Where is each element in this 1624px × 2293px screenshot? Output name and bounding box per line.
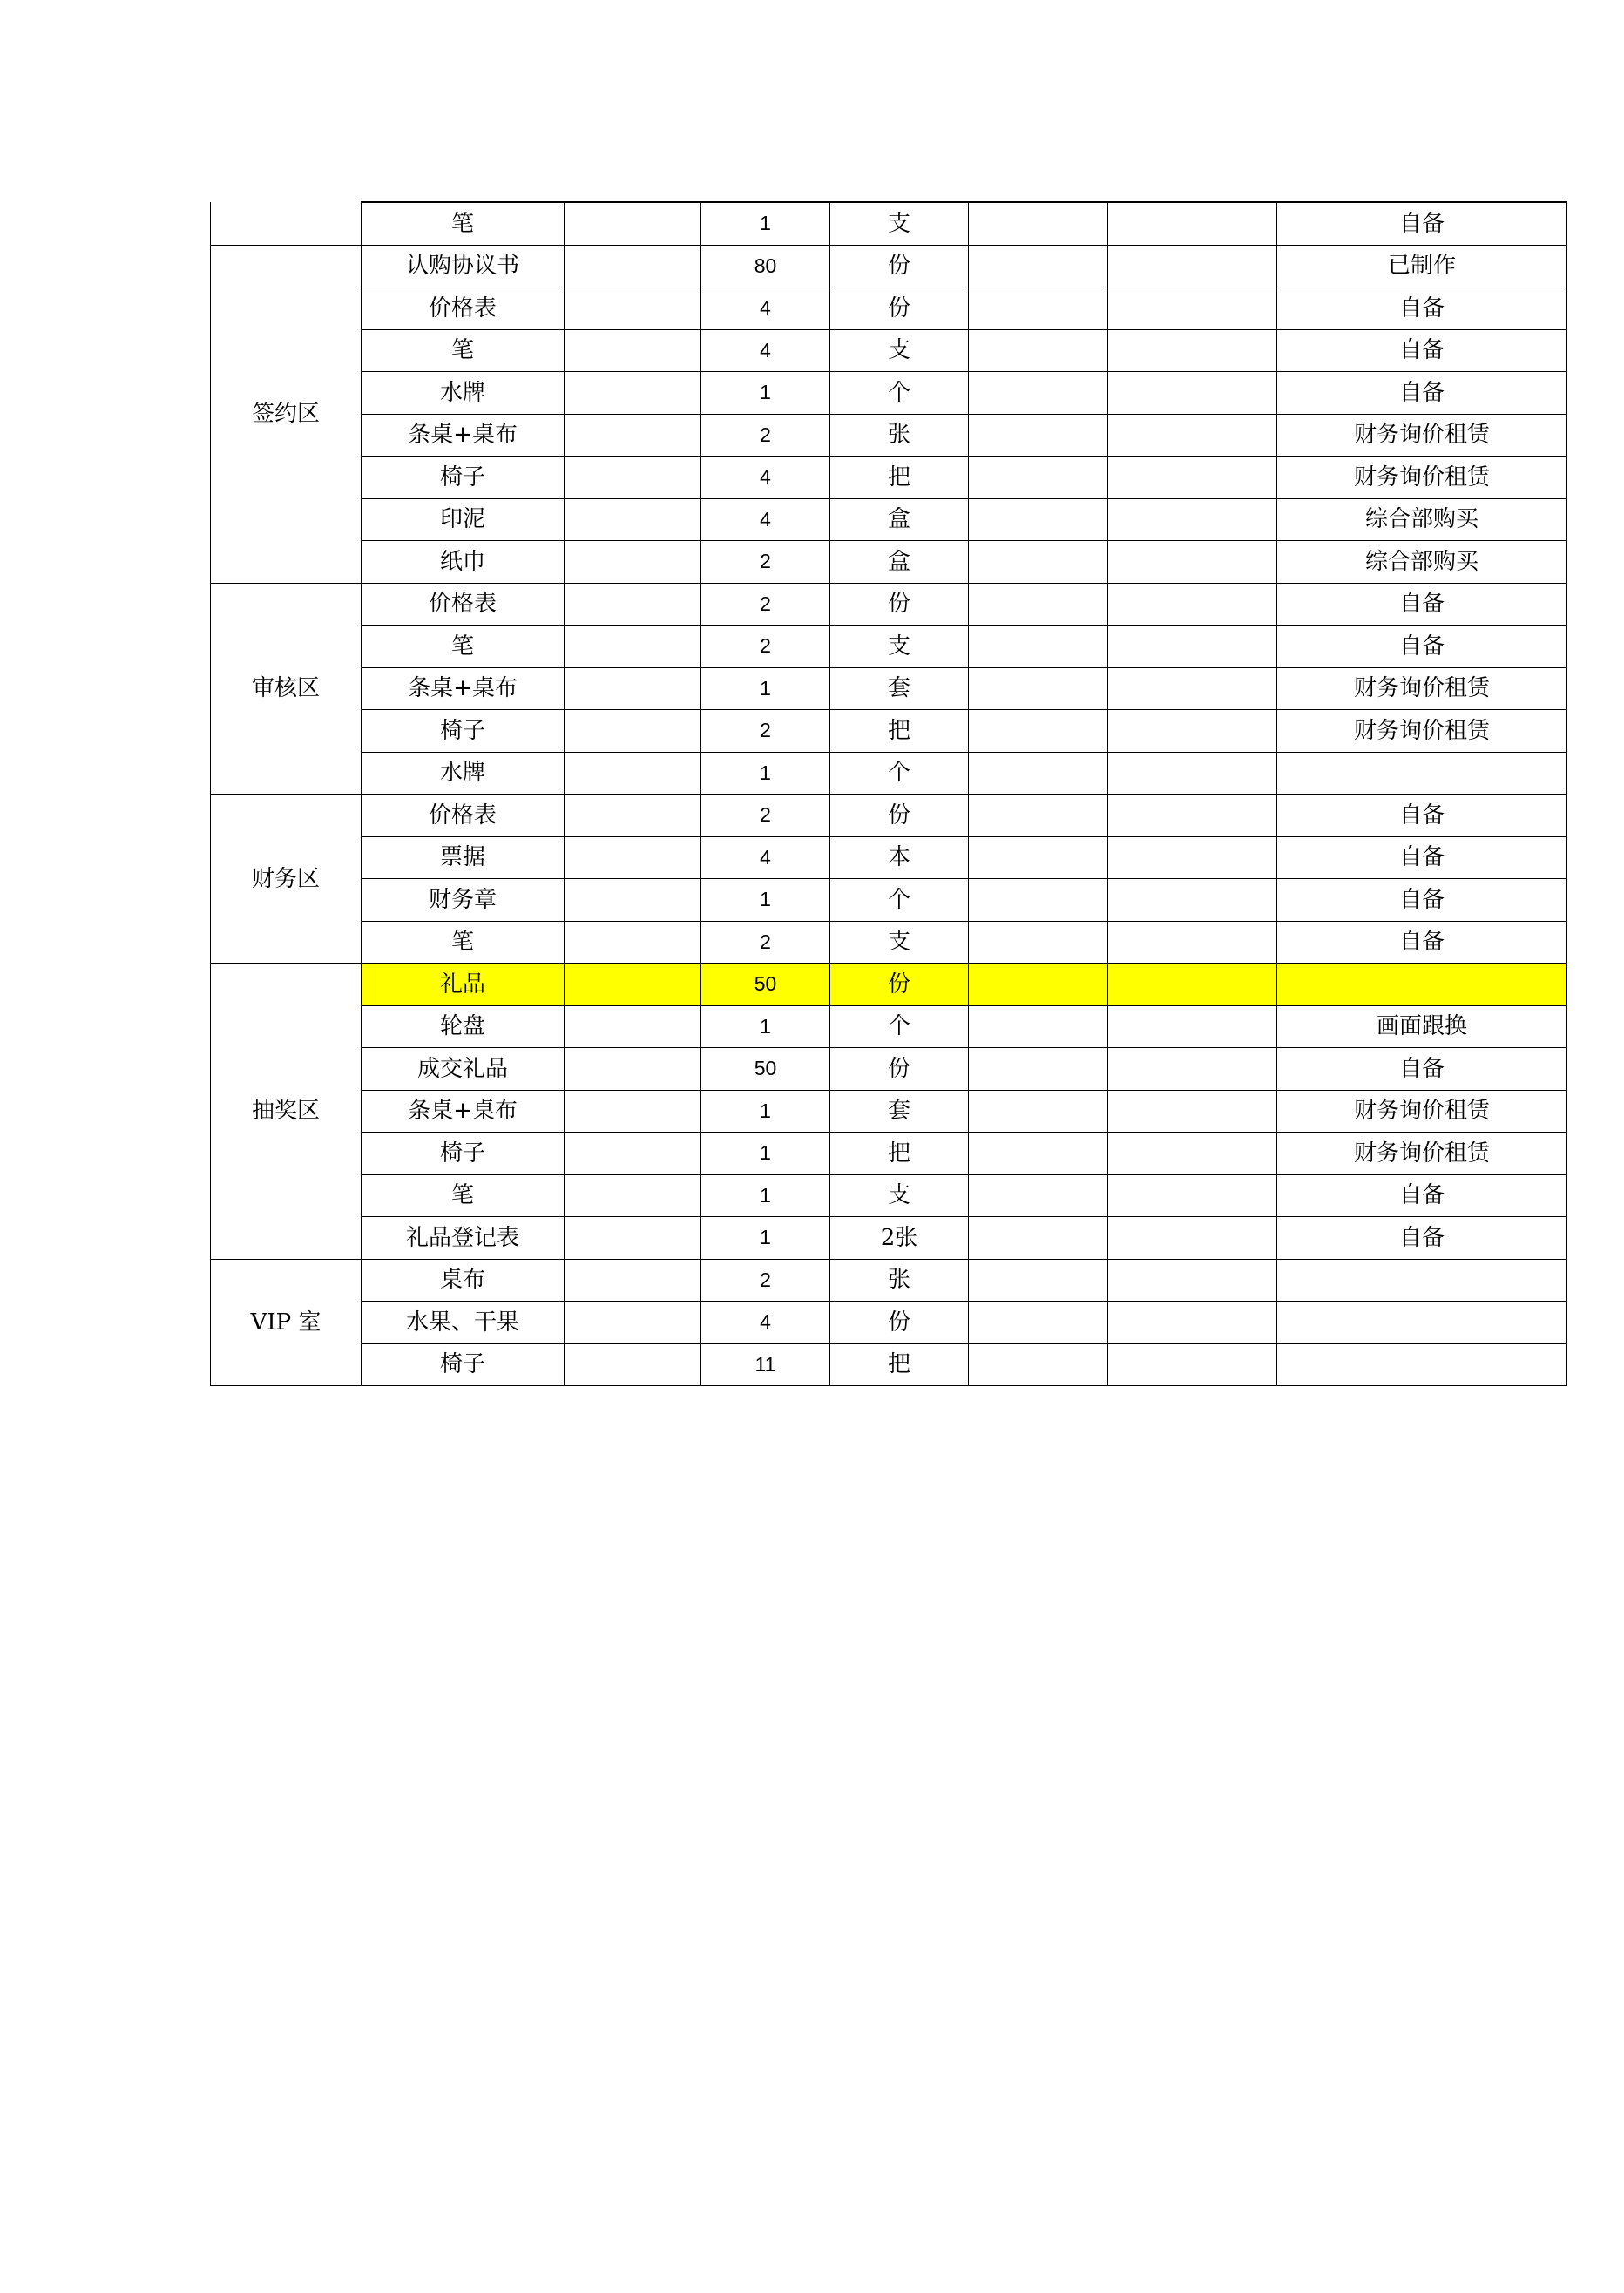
table-row (211, 836, 1567, 879)
amount-cell (1108, 1217, 1277, 1260)
quantity-cell: 4 (701, 836, 830, 879)
unit-cell: 盒 (830, 541, 969, 584)
unit-cell: 个 (830, 372, 969, 415)
price-cell (969, 752, 1108, 795)
item-cell: 条桌+桌布 (362, 414, 565, 457)
note-cell: 财务询价租赁 (1277, 414, 1567, 457)
item-cell: 椅子 (362, 457, 565, 499)
unit-cell: 个 (830, 1005, 969, 1048)
quantity-cell: 4 (701, 329, 830, 372)
item-cell: 笔 (362, 1174, 565, 1217)
amount-cell (1108, 541, 1277, 584)
table-row (211, 1174, 1567, 1217)
spec-cell (565, 414, 701, 457)
quantity-cell: 1 (701, 879, 830, 922)
item-cell: 纸巾 (362, 541, 565, 584)
table-row (211, 710, 1567, 753)
price-cell (969, 583, 1108, 626)
table-row (211, 287, 1567, 330)
amount-cell (1108, 329, 1277, 372)
quantity-cell: 1 (701, 667, 830, 710)
price-cell (969, 626, 1108, 668)
table-row (211, 1343, 1567, 1386)
table-row (211, 541, 1567, 584)
spec-cell (565, 836, 701, 879)
price-cell (969, 1343, 1108, 1386)
unit-cell: 支 (830, 329, 969, 372)
quantity-cell: 2 (701, 541, 830, 584)
amount-cell (1108, 245, 1277, 287)
price-cell (969, 1005, 1108, 1048)
unit-cell: 份 (830, 245, 969, 287)
amount-cell (1108, 710, 1277, 753)
amount-cell (1108, 921, 1277, 964)
item-cell: 条桌+桌布 (362, 667, 565, 710)
item-cell: 桌布 (362, 1259, 565, 1302)
item-cell: 椅子 (362, 1133, 565, 1175)
amount-cell (1108, 414, 1277, 457)
supply-table-body (211, 202, 1567, 1386)
item-cell: 票据 (362, 836, 565, 879)
note-cell: 已制作 (1277, 245, 1567, 287)
note-cell: 自备 (1277, 202, 1567, 245)
amount-cell (1108, 964, 1277, 1006)
quantity-cell: 11 (701, 1343, 830, 1386)
spec-cell (565, 202, 701, 245)
note-cell: 财务询价租赁 (1277, 710, 1567, 753)
amount-cell (1108, 752, 1277, 795)
amount-cell (1108, 457, 1277, 499)
area-cell (211, 202, 362, 245)
item-cell: 价格表 (362, 583, 565, 626)
spec-cell (565, 1048, 701, 1091)
unit-cell: 个 (830, 752, 969, 795)
unit-cell: 份 (830, 1048, 969, 1091)
spec-cell (565, 372, 701, 415)
quantity-cell: 50 (701, 1048, 830, 1091)
unit-cell: 支 (830, 1174, 969, 1217)
spec-cell (565, 245, 701, 287)
unit-cell: 支 (830, 626, 969, 668)
quantity-cell: 2 (701, 414, 830, 457)
spec-cell (565, 1005, 701, 1048)
unit-cell: 本 (830, 836, 969, 879)
table-row (211, 414, 1567, 457)
quantity-cell: 1 (701, 1133, 830, 1175)
table-row (211, 1259, 1567, 1302)
amount-cell (1108, 1048, 1277, 1091)
quantity-cell: 1 (701, 1174, 830, 1217)
spec-cell (565, 1133, 701, 1175)
price-cell (969, 287, 1108, 330)
table-row (211, 626, 1567, 668)
spec-cell (565, 1217, 701, 1260)
table-row (211, 1048, 1567, 1091)
note-cell: 自备 (1277, 836, 1567, 879)
table-row (211, 795, 1567, 837)
note-cell: 自备 (1277, 921, 1567, 964)
amount-cell (1108, 795, 1277, 837)
note-cell: 财务询价租赁 (1277, 457, 1567, 499)
area-cell: 签约区 (211, 245, 362, 583)
price-cell (969, 541, 1108, 584)
amount-cell (1108, 1005, 1277, 1048)
price-cell (969, 245, 1108, 287)
price-cell (969, 921, 1108, 964)
spec-cell (565, 795, 701, 837)
price-cell (969, 457, 1108, 499)
amount-cell (1108, 1090, 1277, 1133)
table-row (211, 457, 1567, 499)
note-cell: 财务询价租赁 (1277, 1133, 1567, 1175)
note-cell: 综合部购买 (1277, 498, 1567, 541)
note-cell (1277, 1343, 1567, 1386)
price-cell (969, 1133, 1108, 1175)
spec-cell (565, 921, 701, 964)
note-cell (1277, 964, 1567, 1006)
amount-cell (1108, 1259, 1277, 1302)
amount-cell (1108, 626, 1277, 668)
note-cell: 自备 (1277, 879, 1567, 922)
price-cell (969, 879, 1108, 922)
quantity-cell: 2 (701, 795, 830, 837)
item-cell: 价格表 (362, 795, 565, 837)
amount-cell (1108, 202, 1277, 245)
item-cell: 笔 (362, 626, 565, 668)
quantity-cell: 50 (701, 964, 830, 1006)
quantity-cell: 2 (701, 626, 830, 668)
spec-cell (565, 1302, 701, 1344)
spec-cell (565, 1090, 701, 1133)
note-cell: 自备 (1277, 329, 1567, 372)
price-cell (969, 1302, 1108, 1344)
spec-cell (565, 1259, 701, 1302)
table-row (211, 964, 1567, 1006)
quantity-cell: 2 (701, 710, 830, 753)
unit-cell: 个 (830, 879, 969, 922)
quantity-cell: 1 (701, 202, 830, 245)
spec-cell (565, 752, 701, 795)
spec-cell (565, 1174, 701, 1217)
unit-cell: 份 (830, 287, 969, 330)
unit-cell: 把 (830, 457, 969, 499)
table-row (211, 752, 1567, 795)
table-row (211, 372, 1567, 415)
price-cell (969, 1259, 1108, 1302)
spec-cell (565, 329, 701, 372)
note-cell: 自备 (1277, 287, 1567, 330)
unit-cell: 份 (830, 1302, 969, 1344)
item-cell: 轮盘 (362, 1005, 565, 1048)
price-cell (969, 710, 1108, 753)
amount-cell (1108, 287, 1277, 330)
item-cell: 礼品 (362, 964, 565, 1006)
spec-cell (565, 964, 701, 1006)
unit-cell: 把 (830, 1133, 969, 1175)
note-cell: 自备 (1277, 583, 1567, 626)
amount-cell (1108, 1302, 1277, 1344)
item-cell: 财务章 (362, 879, 565, 922)
spec-cell (565, 583, 701, 626)
amount-cell (1108, 583, 1277, 626)
quantity-cell: 4 (701, 287, 830, 330)
price-cell (969, 1174, 1108, 1217)
table-row (211, 1005, 1567, 1048)
item-cell: 印泥 (362, 498, 565, 541)
note-cell: 自备 (1277, 795, 1567, 837)
amount-cell (1108, 1343, 1277, 1386)
spec-cell (565, 626, 701, 668)
price-cell (969, 1090, 1108, 1133)
spec-cell (565, 498, 701, 541)
quantity-cell: 4 (701, 1302, 830, 1344)
amount-cell (1108, 1133, 1277, 1175)
item-cell: 椅子 (362, 710, 565, 753)
note-cell (1277, 752, 1567, 795)
item-cell: 笔 (362, 202, 565, 245)
item-cell: 水牌 (362, 752, 565, 795)
unit-cell: 份 (830, 964, 969, 1006)
price-cell (969, 964, 1108, 1006)
table-row (211, 583, 1567, 626)
item-cell: 价格表 (362, 287, 565, 330)
unit-cell: 支 (830, 921, 969, 964)
unit-cell: 支 (830, 202, 969, 245)
amount-cell (1108, 879, 1277, 922)
unit-cell: 张 (830, 414, 969, 457)
table-row (211, 1090, 1567, 1133)
item-cell: 水牌 (362, 372, 565, 415)
quantity-cell: 1 (701, 1090, 830, 1133)
note-cell: 自备 (1277, 1048, 1567, 1091)
table-row (211, 202, 1567, 245)
spec-cell (565, 879, 701, 922)
amount-cell (1108, 498, 1277, 541)
area-cell: 财务区 (211, 795, 362, 964)
table-row (211, 667, 1567, 710)
unit-cell: 把 (830, 1343, 969, 1386)
table-row (211, 1133, 1567, 1175)
spec-cell (565, 541, 701, 584)
table-row (211, 498, 1567, 541)
table-row (211, 921, 1567, 964)
spec-cell (565, 667, 701, 710)
price-cell (969, 795, 1108, 837)
spec-cell (565, 457, 701, 499)
quantity-cell: 4 (701, 457, 830, 499)
price-cell (969, 1048, 1108, 1091)
amount-cell (1108, 836, 1277, 879)
quantity-cell: 2 (701, 583, 830, 626)
note-cell: 自备 (1277, 626, 1567, 668)
amount-cell (1108, 372, 1277, 415)
quantity-cell: 80 (701, 245, 830, 287)
note-cell: 综合部购买 (1277, 541, 1567, 584)
unit-cell: 份 (830, 583, 969, 626)
item-cell: 成交礼品 (362, 1048, 565, 1091)
price-cell (969, 667, 1108, 710)
note-cell: 自备 (1277, 1217, 1567, 1260)
area-cell: 审核区 (211, 583, 362, 795)
spec-cell (565, 287, 701, 330)
item-cell: 笔 (362, 329, 565, 372)
price-cell (969, 372, 1108, 415)
note-cell: 画面跟换 (1277, 1005, 1567, 1048)
unit-cell: 盒 (830, 498, 969, 541)
price-cell (969, 414, 1108, 457)
item-cell: 椅子 (362, 1343, 565, 1386)
item-cell: 条桌+桌布 (362, 1090, 565, 1133)
table-row (211, 1302, 1567, 1344)
unit-cell: 把 (830, 710, 969, 753)
unit-cell: 张 (830, 1259, 969, 1302)
item-cell: 礼品登记表 (362, 1217, 565, 1260)
note-cell: 自备 (1277, 1174, 1567, 1217)
quantity-cell: 1 (701, 1217, 830, 1260)
spec-cell (565, 710, 701, 753)
price-cell (969, 498, 1108, 541)
note-cell: 自备 (1277, 372, 1567, 415)
amount-cell (1108, 667, 1277, 710)
price-cell (969, 202, 1108, 245)
quantity-cell: 1 (701, 752, 830, 795)
table-row (211, 329, 1567, 372)
item-cell: 水果、干果 (362, 1302, 565, 1344)
amount-cell (1108, 1174, 1277, 1217)
note-cell: 财务询价租赁 (1277, 1090, 1567, 1133)
unit-cell: 2张 (830, 1217, 969, 1260)
quantity-cell: 1 (701, 1005, 830, 1048)
quantity-cell: 2 (701, 1259, 830, 1302)
supply-table (210, 201, 1567, 1386)
price-cell (969, 836, 1108, 879)
unit-cell: 套 (830, 1090, 969, 1133)
unit-cell: 套 (830, 667, 969, 710)
unit-cell: 份 (830, 795, 969, 837)
quantity-cell: 1 (701, 372, 830, 415)
price-cell (969, 329, 1108, 372)
area-cell: VIP 室 (211, 1259, 362, 1386)
quantity-cell: 2 (701, 921, 830, 964)
table-row (211, 879, 1567, 922)
note-cell (1277, 1259, 1567, 1302)
quantity-cell: 4 (701, 498, 830, 541)
item-cell: 认购协议书 (362, 245, 565, 287)
area-cell: 抽奖区 (211, 964, 362, 1260)
note-cell (1277, 1302, 1567, 1344)
table-row (211, 245, 1567, 287)
spec-cell (565, 1343, 701, 1386)
table-row (211, 1217, 1567, 1260)
item-cell: 笔 (362, 921, 565, 964)
note-cell: 财务询价租赁 (1277, 667, 1567, 710)
price-cell (969, 1217, 1108, 1260)
